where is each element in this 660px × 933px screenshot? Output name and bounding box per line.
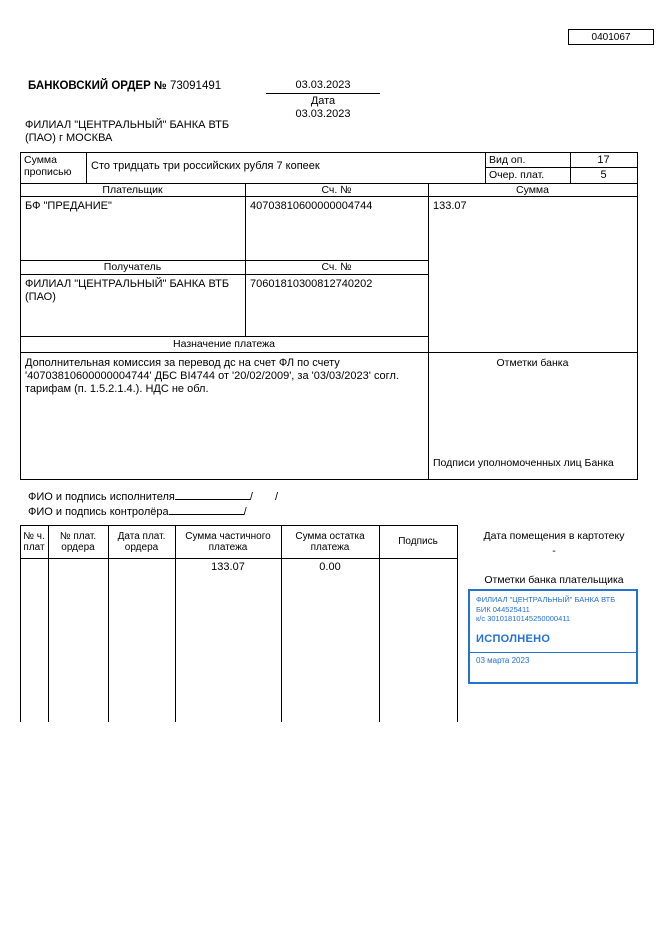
payee-account-number: 70601810300812740202 [250, 278, 373, 290]
bank-signatures-label: Подписи уполномоченных лиц Банка [433, 457, 614, 469]
table-line [245, 183, 246, 336]
table-line [637, 152, 638, 480]
slash: / [274, 491, 279, 503]
payer-header: Плательщик [102, 184, 163, 196]
sum-column-header: Сумма [516, 184, 549, 196]
payment-priority-label: Очер. плат. [489, 169, 545, 181]
table-line [20, 558, 458, 559]
operation-kind-value: 17 [597, 154, 610, 166]
operation-kind-label: Вид оп. [489, 154, 526, 166]
executor-signature-label: ФИО и подпись исполнителя [28, 491, 175, 503]
stamp-status: ИСПОЛНЕНО [476, 632, 551, 645]
stamp-corr-account: к/с 30101810145250000411 [476, 614, 571, 623]
stamp-bik: БИК 044525411 [476, 604, 530, 614]
date-block [266, 79, 380, 121]
issuing-bank-line2: (ПАО) г МОСКВА [25, 132, 113, 144]
issuing-bank-name [25, 119, 229, 145]
signature-gap [253, 490, 275, 500]
slash: / [249, 491, 253, 503]
payer-name: БФ "ПРЕДАНИЕ" [25, 200, 112, 212]
date-label: Дата [310, 95, 336, 107]
purpose-header: Назначение платежа [173, 338, 275, 350]
controller-signature-row [28, 504, 247, 519]
document-title [28, 80, 221, 93]
payee-name-line1: ФИЛИАЛ "ЦЕНТРАЛЬНЫЙ" БАНКА ВТБ [25, 278, 230, 290]
table-line [485, 152, 486, 183]
bank-execution-stamp [468, 589, 638, 684]
amount-words-label-line2: прописью [24, 166, 72, 178]
partial-col-header-order-date: Дата плат. ордера [117, 530, 166, 553]
date-value-secondary: 03.03.2023 [295, 108, 351, 120]
partial-col-header-part-number: № ч. плат [23, 530, 45, 553]
document-title-label: БАНКОВСКИЙ ОРДЕР № [28, 80, 167, 92]
payer-account-header: Сч. № [321, 184, 352, 196]
table-line [20, 274, 428, 275]
form-code: 0401067 [591, 32, 631, 43]
payee-name-line2: (ПАО) [25, 291, 56, 303]
rest-payment-amount: 0.00 [319, 561, 341, 573]
signature-line [175, 489, 250, 500]
date-value: 03.03.2023 [266, 79, 380, 94]
table-line [428, 183, 429, 479]
amount-in-words: Сто тридцать три российских рубля 7 копеек [91, 160, 320, 172]
payment-amount: 133.07 [433, 200, 467, 212]
amount-words-label-line1: Сумма [24, 154, 57, 166]
payment-purpose-text: Дополнительная комиссия за перевод дс на счет ФЛ по счету '40703810600000004744' ДБС ВI4744 от '20/02/2009', за '03/03/2023' согл. тарифам (п. 1.5.2.1.4.). НДС не обл. [25, 357, 399, 395]
table-line [485, 167, 638, 168]
order-number: 73091491 [169, 80, 222, 92]
partial-col-header-rest-sum: Сумма остатка платежа [295, 530, 365, 553]
table-line [86, 152, 87, 183]
stamp-bank-name: ФИЛИАЛ "ЦЕНТРАЛЬНЫЙ" БАНКА ВТБ [476, 595, 616, 604]
payer-bank-marks-label: Отметки банка плательщика [484, 574, 624, 586]
partial-payment-amount: 133.07 [211, 561, 245, 573]
partial-col-header-partial-sum: Сумма частичного платежа [185, 530, 271, 553]
payment-priority-value: 5 [600, 169, 607, 181]
bank-marks-label: Отметки банка [496, 357, 569, 369]
card-file-date-value: - [552, 545, 556, 557]
payer-account-number: 40703810600000004744 [250, 200, 373, 212]
table-line [457, 525, 458, 722]
card-file-date-label: Дата помещения в картотеку [483, 530, 625, 542]
table-line [20, 152, 21, 480]
payee-account-header: Сч. № [321, 261, 352, 273]
controller-signature-label: ФИО и подпись контролёра [28, 506, 169, 518]
payee-header: Получатель [103, 261, 162, 273]
table-line [20, 152, 638, 153]
signature-line [169, 504, 244, 515]
executor-signature-row [28, 489, 278, 504]
stamp-date: 03 марта 2023 [476, 655, 530, 665]
partial-col-header-signature: Подпись [398, 536, 438, 547]
form-code-box [568, 29, 654, 45]
partial-col-header-order-number: № плат. ордера [59, 530, 97, 553]
payee-name [25, 278, 229, 304]
slash: / [243, 506, 247, 518]
table-line [20, 336, 428, 337]
issuing-bank-line1: ФИЛИАЛ "ЦЕНТРАЛЬНЫЙ" БАНКА ВТБ [25, 119, 230, 131]
table-line [20, 352, 638, 353]
stamp-divider [470, 652, 636, 653]
table-line [20, 479, 638, 480]
amount-words-label [24, 154, 72, 178]
